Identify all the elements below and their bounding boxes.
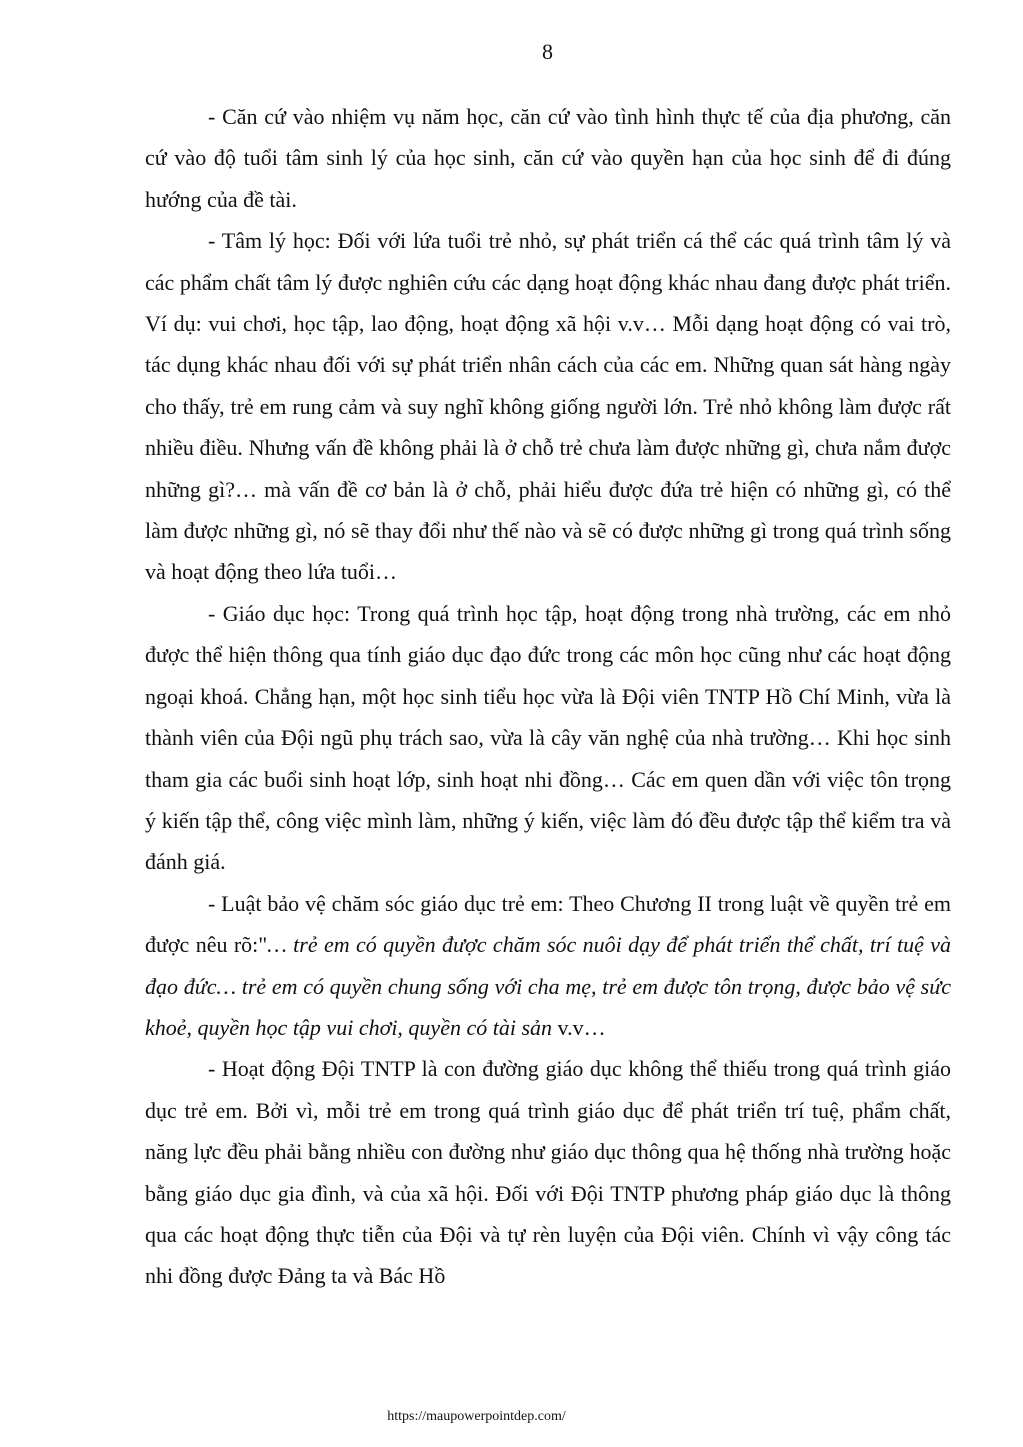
- paragraph-psychology: - Tâm lý học: Đối với lứa tuổi trẻ nhỏ, sự phát triển cá thể các quá trình tâm lý và các phẩm chất tâm lý được nghiên cứu các dạng hoạt động khác nhau đang được phát triển. Ví dụ: vui chơi, học tập, lao động, hoạt động xã hội v.v… Mỗi dạng hoạt động có vai trò, tác dụng khác nhau đối với sự phát triển nhân cách của các em. Những quan sát hàng ngày cho thấy, trẻ em rung cảm và suy nghĩ không giống người lớn. Trẻ nhỏ không làm được rất nhiều điều. Nhưng vấn đề không phải là ở chỗ trẻ chưa làm được những gì, chưa nắm được những gì?… mà vấn đề cơ bản là ở chỗ, phải hiểu được đứa trẻ hiện có những gì, có thể làm được những gì, nó sẽ thay đổi như thế nào và sẽ có được những gì trong quá trình sống và hoạt động theo lứa tuổi…: [145, 228, 951, 585]
- document-body: [145, 96, 951, 1297]
- child-law-quote: … trẻ em có quyền được chăm sóc nuôi dạy để phát triển thể chất, trí tuệ và đạo đức… trẻ em có quyền chung sống với cha mẹ, trẻ em được tôn trọng, được bảo vệ sức khoẻ, quyền học tập vui chơi, quyền có tài sản: [145, 932, 951, 1040]
- paragraph-child-law: [145, 883, 951, 1049]
- child-law-tail: v.v…: [552, 1014, 606, 1040]
- paragraph-basis: - Căn cứ vào nhiệm vụ năm học, căn cứ vào tình hình thực tế của địa phương, căn cứ vào độ tuổi tâm sinh lý của học sinh, căn cứ vào quyền hạn của học sinh để đi đúng hướng của đề tài.: [145, 104, 951, 212]
- paragraph-pedagogy: - Giáo dục học: Trong quá trình học tập, hoạt động trong nhà trường, các em nhỏ được thể hiện thông qua tính giáo dục đạo đức trong các môn học cũng như các hoạt động ngoại khoá. Chẳng hạn, một học sinh tiểu học vừa là Đội viên TNTP Hồ Chí Minh, vừa là thành viên của Đội ngũ phụ trách sao, vừa là cây văn nghệ của nhà trường… Khi học sinh tham gia các buổi sinh hoạt lớp, sinh hoạt nhi đồng… Các em quen dần với việc tôn trọng ý kiến tập thể, công việc mình làm, những ý kiến, việc làm đó đều được tập thể kiểm tra và đánh giá.: [145, 600, 951, 875]
- paragraph-youth-union: - Hoạt động Đội TNTP là con đường giáo dục không thể thiếu trong quá trình giáo dục trẻ em. Bởi vì, mỗi trẻ em trong quá trình giáo dục để phát triển trí tuệ, phẩm chất, năng lực đều phải bằng nhiều con đường như giáo dục thông qua hệ thống nhà trường hoặc bằng giáo dục gia đình, và của xã hội. Đối với Đội TNTP phương pháp giáo dục là thông qua các hoạt động thực tiễn của Đội và tự rèn luyện của Đội viên. Chính vì vậy công tác nhi đồng được Đảng ta và Bác Hồ: [145, 1056, 951, 1289]
- footer-url: https://maupowerpointdep.com/: [387, 1409, 566, 1424]
- child-law-lead: - Luật bảo vệ chăm sóc giáo dục trẻ em: Theo Chương II trong luật về quyền trẻ em được nêu rõ:": [145, 890, 951, 958]
- page-number: 8: [542, 39, 553, 64]
